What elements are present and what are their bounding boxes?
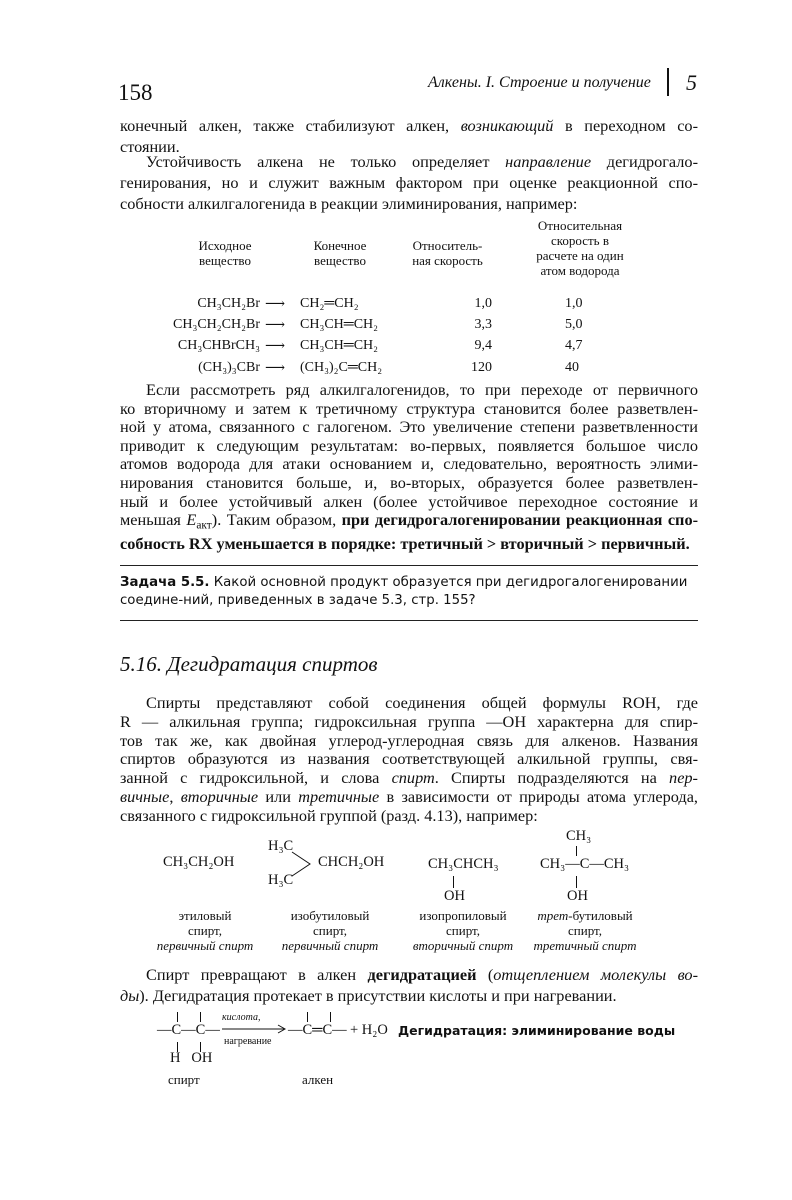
text-segment: , <box>169 786 181 806</box>
product: CH₃CH═CH₂ <box>300 338 379 353</box>
text-line <box>120 535 698 554</box>
divider-bottom <box>120 620 698 621</box>
text-segment: или <box>258 786 299 806</box>
text-line <box>183 593 475 608</box>
product: CH₂═CH₂ <box>300 296 359 311</box>
text-line <box>120 788 698 807</box>
dehydration-reaction <box>0 1008 792 1088</box>
text-line <box>120 151 698 172</box>
text-segment: нирования становится больше, и, во-вторых, образуется более разветвлен- <box>120 472 698 492</box>
text-line <box>120 493 698 512</box>
text-segment: ний, приведенных в задаче 5.3, стр. 155? <box>183 593 476 608</box>
text-segment: вичные <box>120 786 170 806</box>
paragraph-2 <box>120 151 698 214</box>
caption-isobutanol: изобутиловый спирт, первичный спирт <box>281 908 379 953</box>
text-segment: стоянии. <box>120 137 180 156</box>
header-divider <box>667 68 669 96</box>
text-segment: . Спирты подразделяются на <box>434 768 670 788</box>
bond <box>177 1012 178 1022</box>
text-segment: в зависимости от природы атома углерода, <box>379 786 699 806</box>
text-segment: отщеплением молекулы во- <box>493 965 698 984</box>
text-segment: ). Таким образом, <box>211 510 342 530</box>
text-line <box>120 455 698 474</box>
text-segment: меньшая <box>120 510 187 530</box>
reactant: (CH₃)₃CBr <box>198 360 260 375</box>
reactant-substituents: H OH <box>170 1050 213 1066</box>
text-segment: спирт <box>391 768 435 788</box>
bond <box>330 1012 331 1022</box>
text-line <box>120 172 698 193</box>
text-line <box>120 474 698 493</box>
text-line <box>120 769 698 788</box>
rate: 9,4 <box>474 338 492 353</box>
reactant-skeleton: —C—C— <box>157 1022 220 1038</box>
reactant-label: спирт <box>168 1072 200 1087</box>
rate-per-h: 4,7 <box>565 338 583 353</box>
text-segment: связанного с гидроксильной группой (разд. 4.13), например: <box>120 805 538 825</box>
text-segment: дегидрогало- <box>591 152 698 171</box>
product-skeleton: —C═C— <box>288 1022 347 1038</box>
running-title: Алкены. I. Строение и получение <box>428 74 651 91</box>
col-header-rate-per-h: Относительная скорость в расчете на один атом водорода <box>536 218 624 278</box>
paragraph-5 <box>120 964 698 1006</box>
bond <box>576 846 577 856</box>
text-segment: в переходном со- <box>553 116 698 135</box>
text-line <box>120 115 698 136</box>
rate: 1,0 <box>474 296 492 311</box>
formula-isobutanol: CHCH₂OH <box>318 854 385 870</box>
text-segment: направление <box>505 152 592 171</box>
text-segment: занной с гидроксильной, и слова <box>120 768 392 788</box>
formula-isobutanol-top: H₃C <box>268 838 294 854</box>
col-header-product: Конечное вещество <box>313 238 367 268</box>
caption-tbutanol: трет-бутиловый спирт, третичный спирт <box>533 908 637 953</box>
text-line <box>120 694 698 713</box>
col-header-reactant: Исходное вещество <box>198 238 252 268</box>
text-segment: приводит к следующим результатам: во-первых, появляется большое число <box>120 435 698 455</box>
text-segment: R — алкильная группа; гидроксильная группа —OH характерна для спир- <box>120 711 698 731</box>
text-segment: пер- <box>669 768 698 788</box>
text-segment: ной у атома, связанного с галогеном. Это увеличение степени разветвленности <box>120 417 698 437</box>
text-segment: при дегидрогалогенировании реакционная спо- <box>341 510 699 530</box>
text-segment: ды <box>120 986 140 1005</box>
reactant: CH₃CH₂Br <box>197 296 260 311</box>
text-line <box>120 511 698 535</box>
rate: 3,3 <box>474 317 492 332</box>
task-5-5 <box>120 574 698 610</box>
bond <box>453 876 454 888</box>
paragraph-3 <box>120 381 698 554</box>
text-segment: собность RX уменьшается в порядке: третичный > вторичный > первичный. <box>120 534 690 554</box>
condition-bottom: нагревание <box>224 1036 272 1047</box>
text-segment: ко вторичному и затем к третичному структура становится более разветвлен- <box>120 398 698 418</box>
bond <box>200 1012 201 1022</box>
text-line <box>120 713 698 732</box>
reaction-caption: Дегидратация: элиминирование воды <box>398 1023 676 1038</box>
col-header-rate: Относитель- ная скорость <box>412 238 483 268</box>
rate-per-h: 1,0 <box>565 296 583 311</box>
section-heading: 5.16. Дегидратация спиртов <box>120 652 378 676</box>
page-number: 158 <box>118 80 153 105</box>
text-segment: акт <box>196 519 212 532</box>
text-segment: третичные <box>298 786 380 806</box>
arrow: ⟶ <box>265 297 286 312</box>
arrow: ⟶ <box>265 339 286 354</box>
product: (CH₃)₂C═CH₂ <box>300 360 383 375</box>
text-segment: собности алкилгалогенида в реакции элиминирования, например: <box>120 194 578 213</box>
paragraph-4 <box>120 694 698 826</box>
text-segment: вторичные <box>180 786 259 806</box>
caption-isopropanol: изопропиловый спирт, вторичный спирт <box>412 908 514 953</box>
text-line <box>120 732 698 751</box>
text-segment: Если рассмотреть ряд алкилгалогенидов, то при переходе от первичного <box>146 380 698 399</box>
formula-isopropanol: CH₃CHCH₃ <box>428 856 499 872</box>
rate: 120 <box>471 360 492 375</box>
oh-isopropanol: OH <box>444 888 465 904</box>
reactant: CH₃CH₂CH₂Br <box>173 317 260 332</box>
branch-bonds <box>290 844 322 884</box>
text-line <box>120 418 698 437</box>
oh-tbutanol: OH <box>567 888 588 904</box>
text-segment: Задача 5.5. <box>120 575 210 590</box>
chapter-number: 5 <box>686 70 697 95</box>
formula-tbutanol: CH₃—C—CH₃ <box>540 856 630 872</box>
text-segment: спиртов образуются из названия соответствующей алкильной группы, свя- <box>120 749 698 769</box>
condition-top: кислота, <box>222 1012 261 1023</box>
text-line <box>120 400 698 419</box>
alcohol-examples <box>0 826 792 951</box>
rate-per-h: 5,0 <box>565 317 583 332</box>
arrow: ⟶ <box>265 318 286 333</box>
text-segment: Какой основной продукт образуется при дегидрогалогенировании соедине- <box>120 575 688 608</box>
text-segment: ). Дегидратация протекает в присутствии кислоты и при нагревании. <box>139 986 617 1005</box>
water: + H₂O <box>350 1022 388 1038</box>
text-segment: атомов водорода для атаки основанием и, следовательно, вероятность элими- <box>120 454 698 474</box>
rate-per-h: 40 <box>565 360 579 375</box>
text-line <box>120 381 698 400</box>
text-segment: дегидратацией <box>367 965 477 984</box>
text-segment: E <box>186 510 197 530</box>
text-segment: ( <box>476 965 494 984</box>
text-line <box>120 193 698 214</box>
reaction-arrow <box>222 1024 288 1034</box>
bond <box>307 1012 308 1022</box>
text-segment: Спирт превращают в алкен <box>146 965 368 984</box>
bond <box>576 876 577 888</box>
product: CH₃CH═CH₂ <box>300 317 379 332</box>
text-segment: генирования, но и служит важным фактором при оценке реакционной спо- <box>120 173 698 192</box>
text-line <box>120 964 698 985</box>
text-line <box>120 807 698 826</box>
text-segment: возникающий <box>460 116 554 135</box>
text-segment: тов так же, как двойная углерод-углеродная связь для алкенов. Названия <box>120 730 698 750</box>
formula-isobutanol-bottom: H₃C <box>268 872 294 888</box>
text-segment: Устойчивость алкена не только определяет <box>146 152 506 171</box>
formula-tbutanol-top: CH₃ <box>566 828 592 844</box>
text-segment: конечный алкен, также стабилизуют алкен, <box>120 116 461 135</box>
divider-top <box>120 565 698 566</box>
arrow: ⟶ <box>265 361 286 376</box>
text-segment: ный и более устойчивый алкен (более устойчивое переходное состояние и <box>120 491 698 511</box>
text-segment: Спирты представляют собой соединения общей формулы ROH, где <box>146 693 698 712</box>
reactant: CH₃CHBrCH₃ <box>177 338 260 353</box>
product-label: алкен <box>302 1072 334 1087</box>
caption-ethanol: этиловый спирт, первичный спирт <box>156 908 254 953</box>
formula-ethanol: CH₃CH₂OH <box>163 854 235 870</box>
rate-table <box>0 212 792 382</box>
text-line <box>120 985 698 1006</box>
text-line <box>120 437 698 456</box>
text-line <box>120 750 698 769</box>
